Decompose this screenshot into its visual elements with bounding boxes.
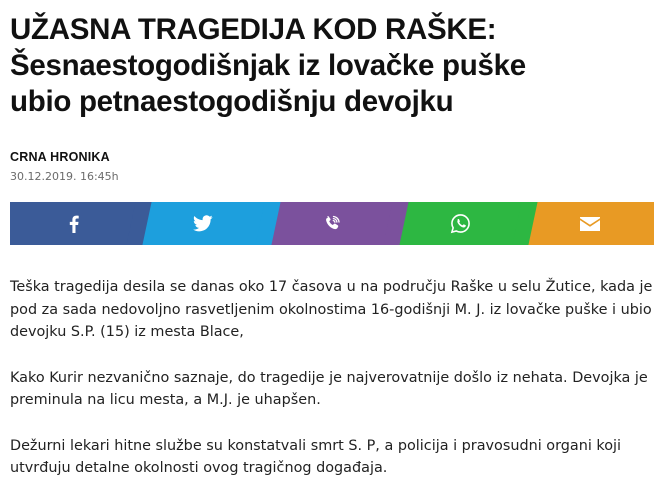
share-twitter-button[interactable]: [139, 202, 268, 245]
facebook-icon: [69, 215, 79, 233]
article-body: [10, 276, 660, 503]
twitter-bird-icon: [193, 215, 213, 232]
viber-phone-icon: [322, 214, 342, 234]
whatsapp-icon: [450, 213, 471, 234]
envelope-icon: [580, 217, 600, 231]
share-viber-button[interactable]: [268, 202, 397, 245]
category-link[interactable]: CRNA HRONIKA: [10, 150, 110, 164]
article-paragraph: Teška tragedija desila se danas oko 17 časova u na području Raške u selu Žutice, kada je pod za sada nedovoljno rasvetljenim okolnostima 16-godišnji M. J. iz lovačke puške i ubio devojku S.P. (15) iz mesta Blace,: [10, 279, 653, 340]
article-paragraph: Dežurni lekari hitne službe su konstatvali smrt S. P, a policija i pravosudni organi koji utvrđuju detalne okolnosti ovog tragičnog događaja.: [10, 437, 622, 476]
article-headline: [10, 12, 655, 120]
share-bar: [10, 202, 654, 245]
headline-line: Šesnaestogodišnjak iz lovačke puške: [10, 49, 526, 82]
share-email-button[interactable]: [525, 202, 654, 245]
headline-line: ubio petnaestogodišnju devojku: [10, 85, 454, 118]
publish-date: 30.12.2019. 16:45h: [10, 170, 119, 183]
share-whatsapp-button[interactable]: [396, 202, 525, 245]
article-paragraph: Kako Kurir nezvanično saznaje, do tragedije je najverovatnije došlo iz nehata. Devojka je preminula na licu mesta, a M.J. je uhapšen.: [10, 369, 648, 408]
headline-line: UŽASNA TRAGEDIJA KOD RAŠKE:: [10, 13, 497, 46]
share-facebook-button[interactable]: [10, 202, 139, 245]
